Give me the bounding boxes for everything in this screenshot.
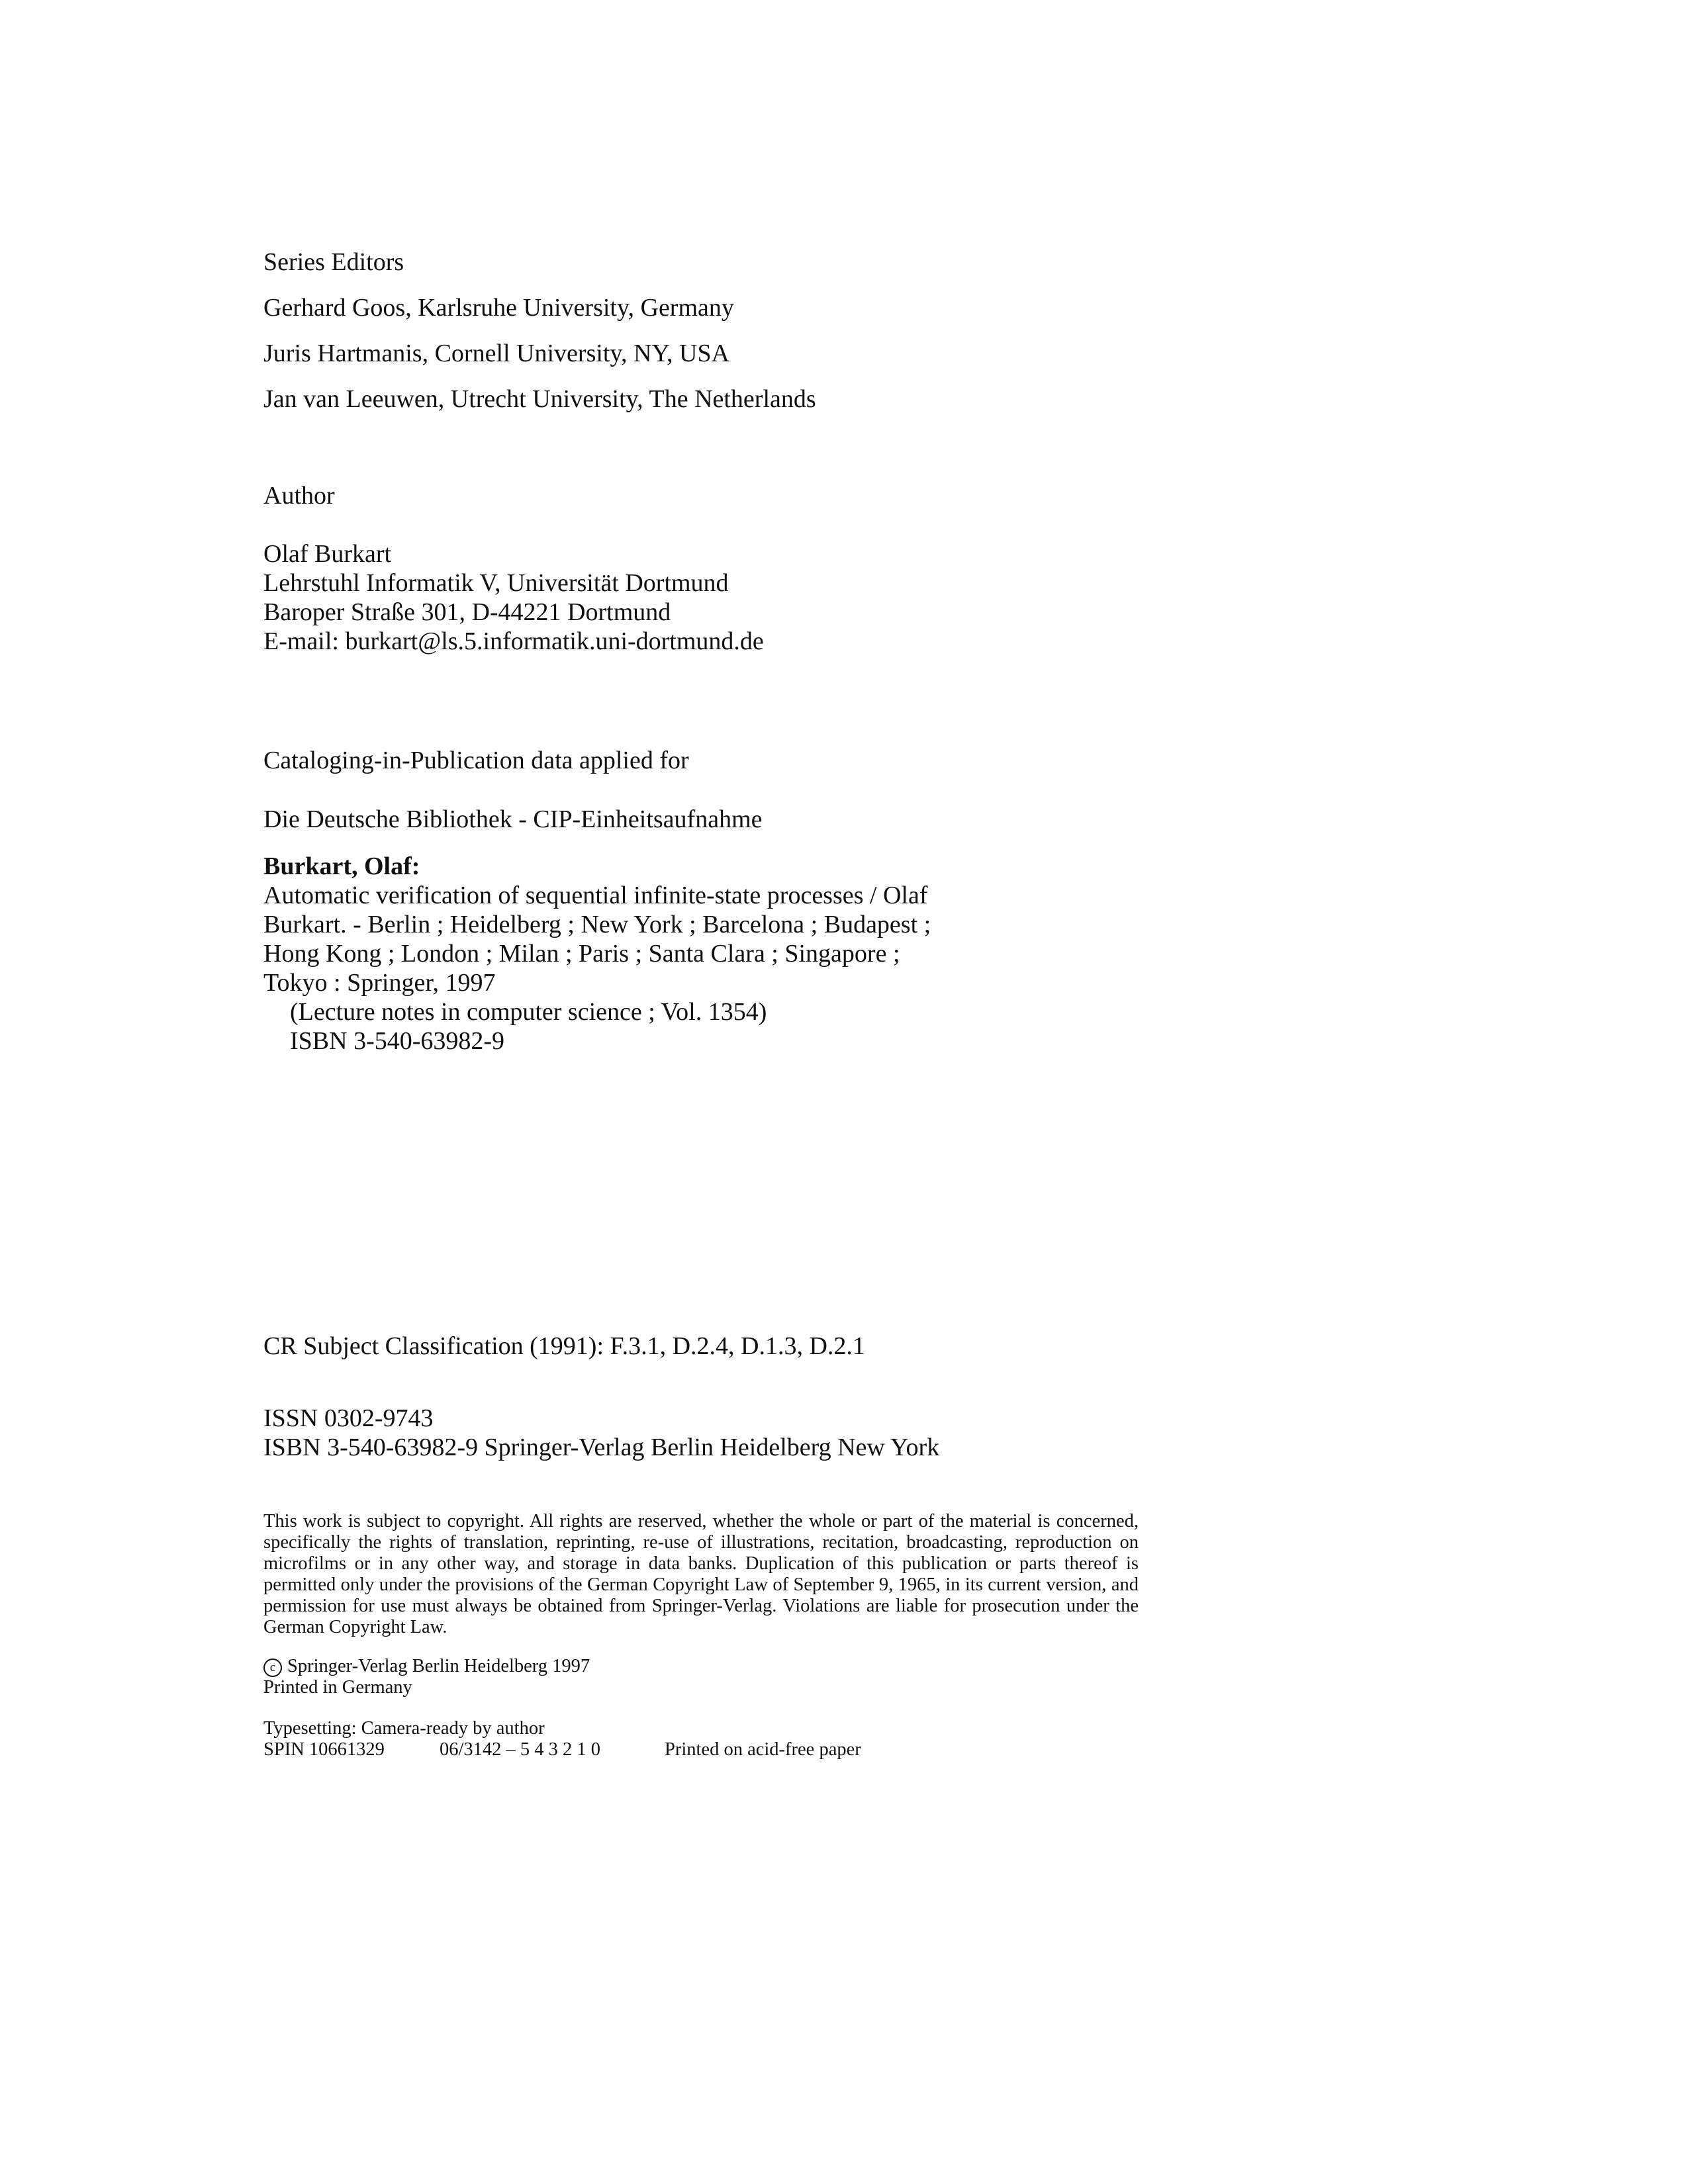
cip-entry-line: Burkart. - Berlin ; Heidelberg ; New York ; Barcelona ; Budapest ; [263,911,931,938]
cip-note: Cataloging-in-Publication data applied for [263,747,689,774]
author-affiliation: Lehrstuhl Informatik V, Universität Dortmund [263,569,729,597]
series-editor-line: Gerhard Goos, Karlsruhe University, Germany [263,294,734,322]
print-code: 06/3142 – 5 4 3 2 1 0 [440,1739,601,1760]
series-editor-line: Juris Hartmanis, Cornell University, NY, USA [263,340,730,367]
cip-entry-series: (Lecture notes in computer science ; Vol. 1354) [290,998,767,1026]
typesetting: Typesetting: Camera-ready by author [263,1718,545,1739]
series-editor-line: Jan van Leeuwen, Utrecht University, The Netherlands [263,385,816,413]
cip-entry-line: Automatic verification of sequential infinite-state processes / Olaf [263,882,928,909]
copyright-icon: c [263,1659,282,1677]
copyright-holder: Springer-Verlag Berlin Heidelberg 1997 [287,1656,590,1676]
copyright-line [263,1656,590,1677]
printed-in: Printed in Germany [263,1677,412,1698]
isbn: ISBN 3-540-63982-9 Springer-Verlag Berlin Heidelberg New York [263,1433,940,1461]
cip-entry-isbn: ISBN 3-540-63982-9 [290,1027,505,1055]
issn: ISSN 0302-9743 [263,1404,434,1432]
cip-entry-line: Hong Kong ; London ; Milan ; Paris ; Santa Clara ; Singapore ; [263,940,900,968]
cip-entry-author: Burkart, Olaf: [263,852,420,880]
cip-entry-line: Tokyo : Springer, 1997 [263,969,496,997]
author-name: Olaf Burkart [263,540,392,568]
acid-free-paper: Printed on acid-free paper [665,1739,861,1760]
author-heading: Author [263,482,335,510]
copyright-notice: This work is subject to copyright. All rights are reserved, whether the whole or part of the material is concerned, specifically the rights of translation, reprinting, re-use of illustrations, recitation, broadcasting, reproduction on microfilms or in any other way, and storage in data banks. Duplication of this publication or parts thereof is permitted only under the provisions of the German Copyright Law of September 9, 1965, in its current version, and permission for use must always be obtained from Springer-Verlag. Violations are liable for prosecution under the German Copyright Law. [263,1511,1139,1637]
author-address: Baroper Straße 301, D-44221 Dortmund [263,598,671,626]
series-editors-heading: Series Editors [263,248,404,276]
author-email: E-mail: burkart@ls.5.informatik.uni-dortmund.de [263,627,764,655]
cr-classification: CR Subject Classification (1991): F.3.1, D.2.4, D.1.3, D.2.1 [263,1332,865,1360]
spin-number: SPIN 10661329 [263,1739,385,1760]
cip-library: Die Deutsche Bibliothek - CIP-Einheitsaufnahme [263,805,763,833]
